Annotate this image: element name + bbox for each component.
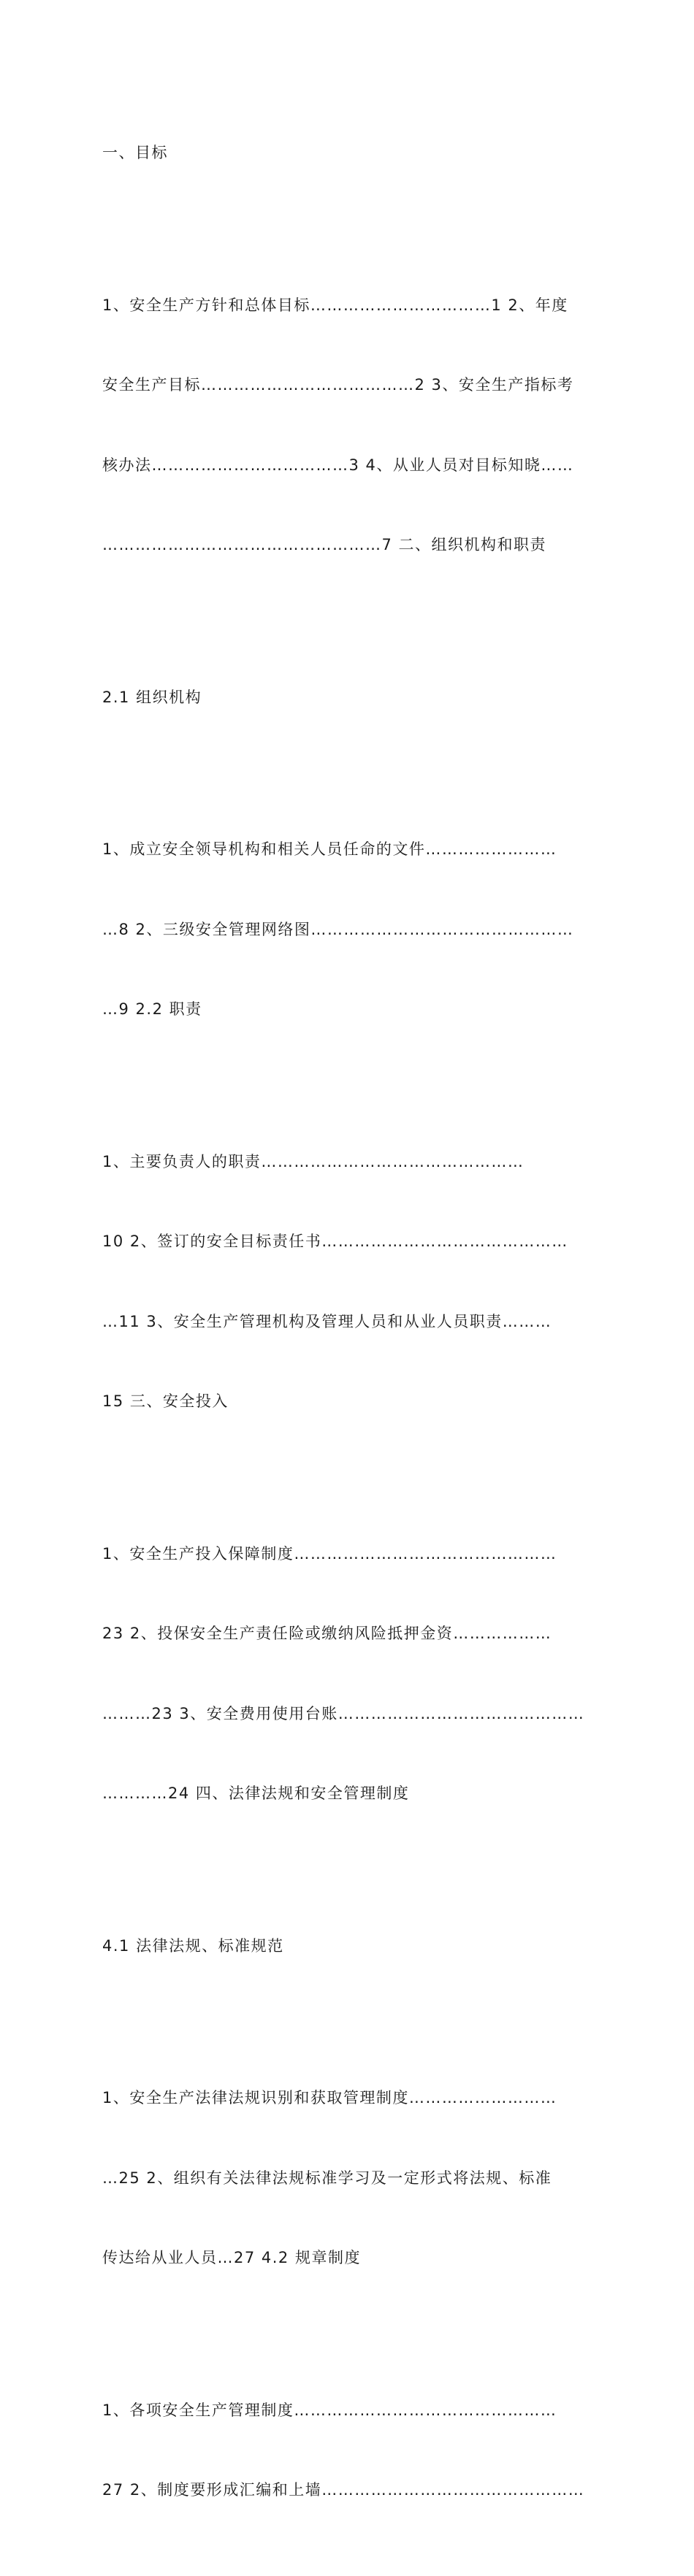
toc-line: …8 2、三级安全管理网络图………………………………………… — [102, 920, 574, 938]
toc-line: 一、目标 — [102, 144, 168, 161]
toc-block-investment — [102, 1487, 593, 1860]
toc-line: 10 2、签订的安全目标责任书……………………………………… — [102, 1233, 568, 1250]
toc-line: 1、成立安全领导机构和相关人员任命的文件…………………… — [102, 840, 557, 858]
toc-line: 15 三、安全投入 — [102, 1392, 229, 1410]
toc-heading-organization — [102, 631, 593, 764]
toc-line: 1、安全生产法律法规识别和获取管理制度……………………… — [102, 2089, 557, 2107]
toc-heading-laws — [102, 1879, 593, 2013]
toc-line: 1、安全生产投入保障制度………………………………………… — [102, 1544, 557, 1563]
toc-line: 27 2、制度要形成汇编和上墙………………………………………… — [102, 2481, 585, 2499]
toc-block-laws — [102, 2031, 593, 2325]
toc-line: ………23 3、安全费用使用台账……………………………………… — [102, 1704, 585, 1722]
toc-block-duties — [102, 1095, 593, 1468]
toc-block-rules — [102, 2344, 593, 2557]
toc-line: 2.1 组织机构 — [102, 688, 202, 706]
toc-line: 23 2、投保安全生产责任险或缴纳风险抵押金资……………… — [102, 1625, 552, 1642]
toc-block-targets — [102, 239, 593, 612]
toc-line: 1、安全生产方针和总体目标……………………………1 2、年度 — [102, 296, 568, 314]
toc-line: 1、主要负责人的职责………………………………………… — [102, 1152, 525, 1170]
toc-line: …………24 四、法律法规和安全管理制度 — [102, 1785, 410, 1802]
toc-line: 1、各项安全生产管理制度………………………………………… — [102, 2401, 557, 2419]
toc-line: …25 2、组织有关法律法规标准学习及一定形式将法规、标准 — [102, 2169, 552, 2187]
toc-line: 安全生产目标…………………………………2 3、安全生产指标考 — [102, 376, 574, 394]
toc-line: 传达给从业人员…27 4.2 规章制度 — [102, 2249, 361, 2266]
toc-line: 核办法………………………………3 4、从业人员对目标知晓…… — [102, 456, 574, 474]
toc-line: …9 2.2 职责 — [102, 1000, 202, 1018]
toc-block-organization — [102, 783, 593, 1076]
toc-line: …11 3、安全生产管理机构及管理人员和从业人员职责……… — [102, 1312, 552, 1330]
toc-heading-targets — [102, 86, 593, 220]
toc-line: ……………………………………………7 二、组织机构和职责 — [102, 536, 547, 553]
table-of-contents — [102, 86, 593, 2576]
toc-line: 4.1 法律法规、标准规范 — [102, 1936, 284, 1955]
